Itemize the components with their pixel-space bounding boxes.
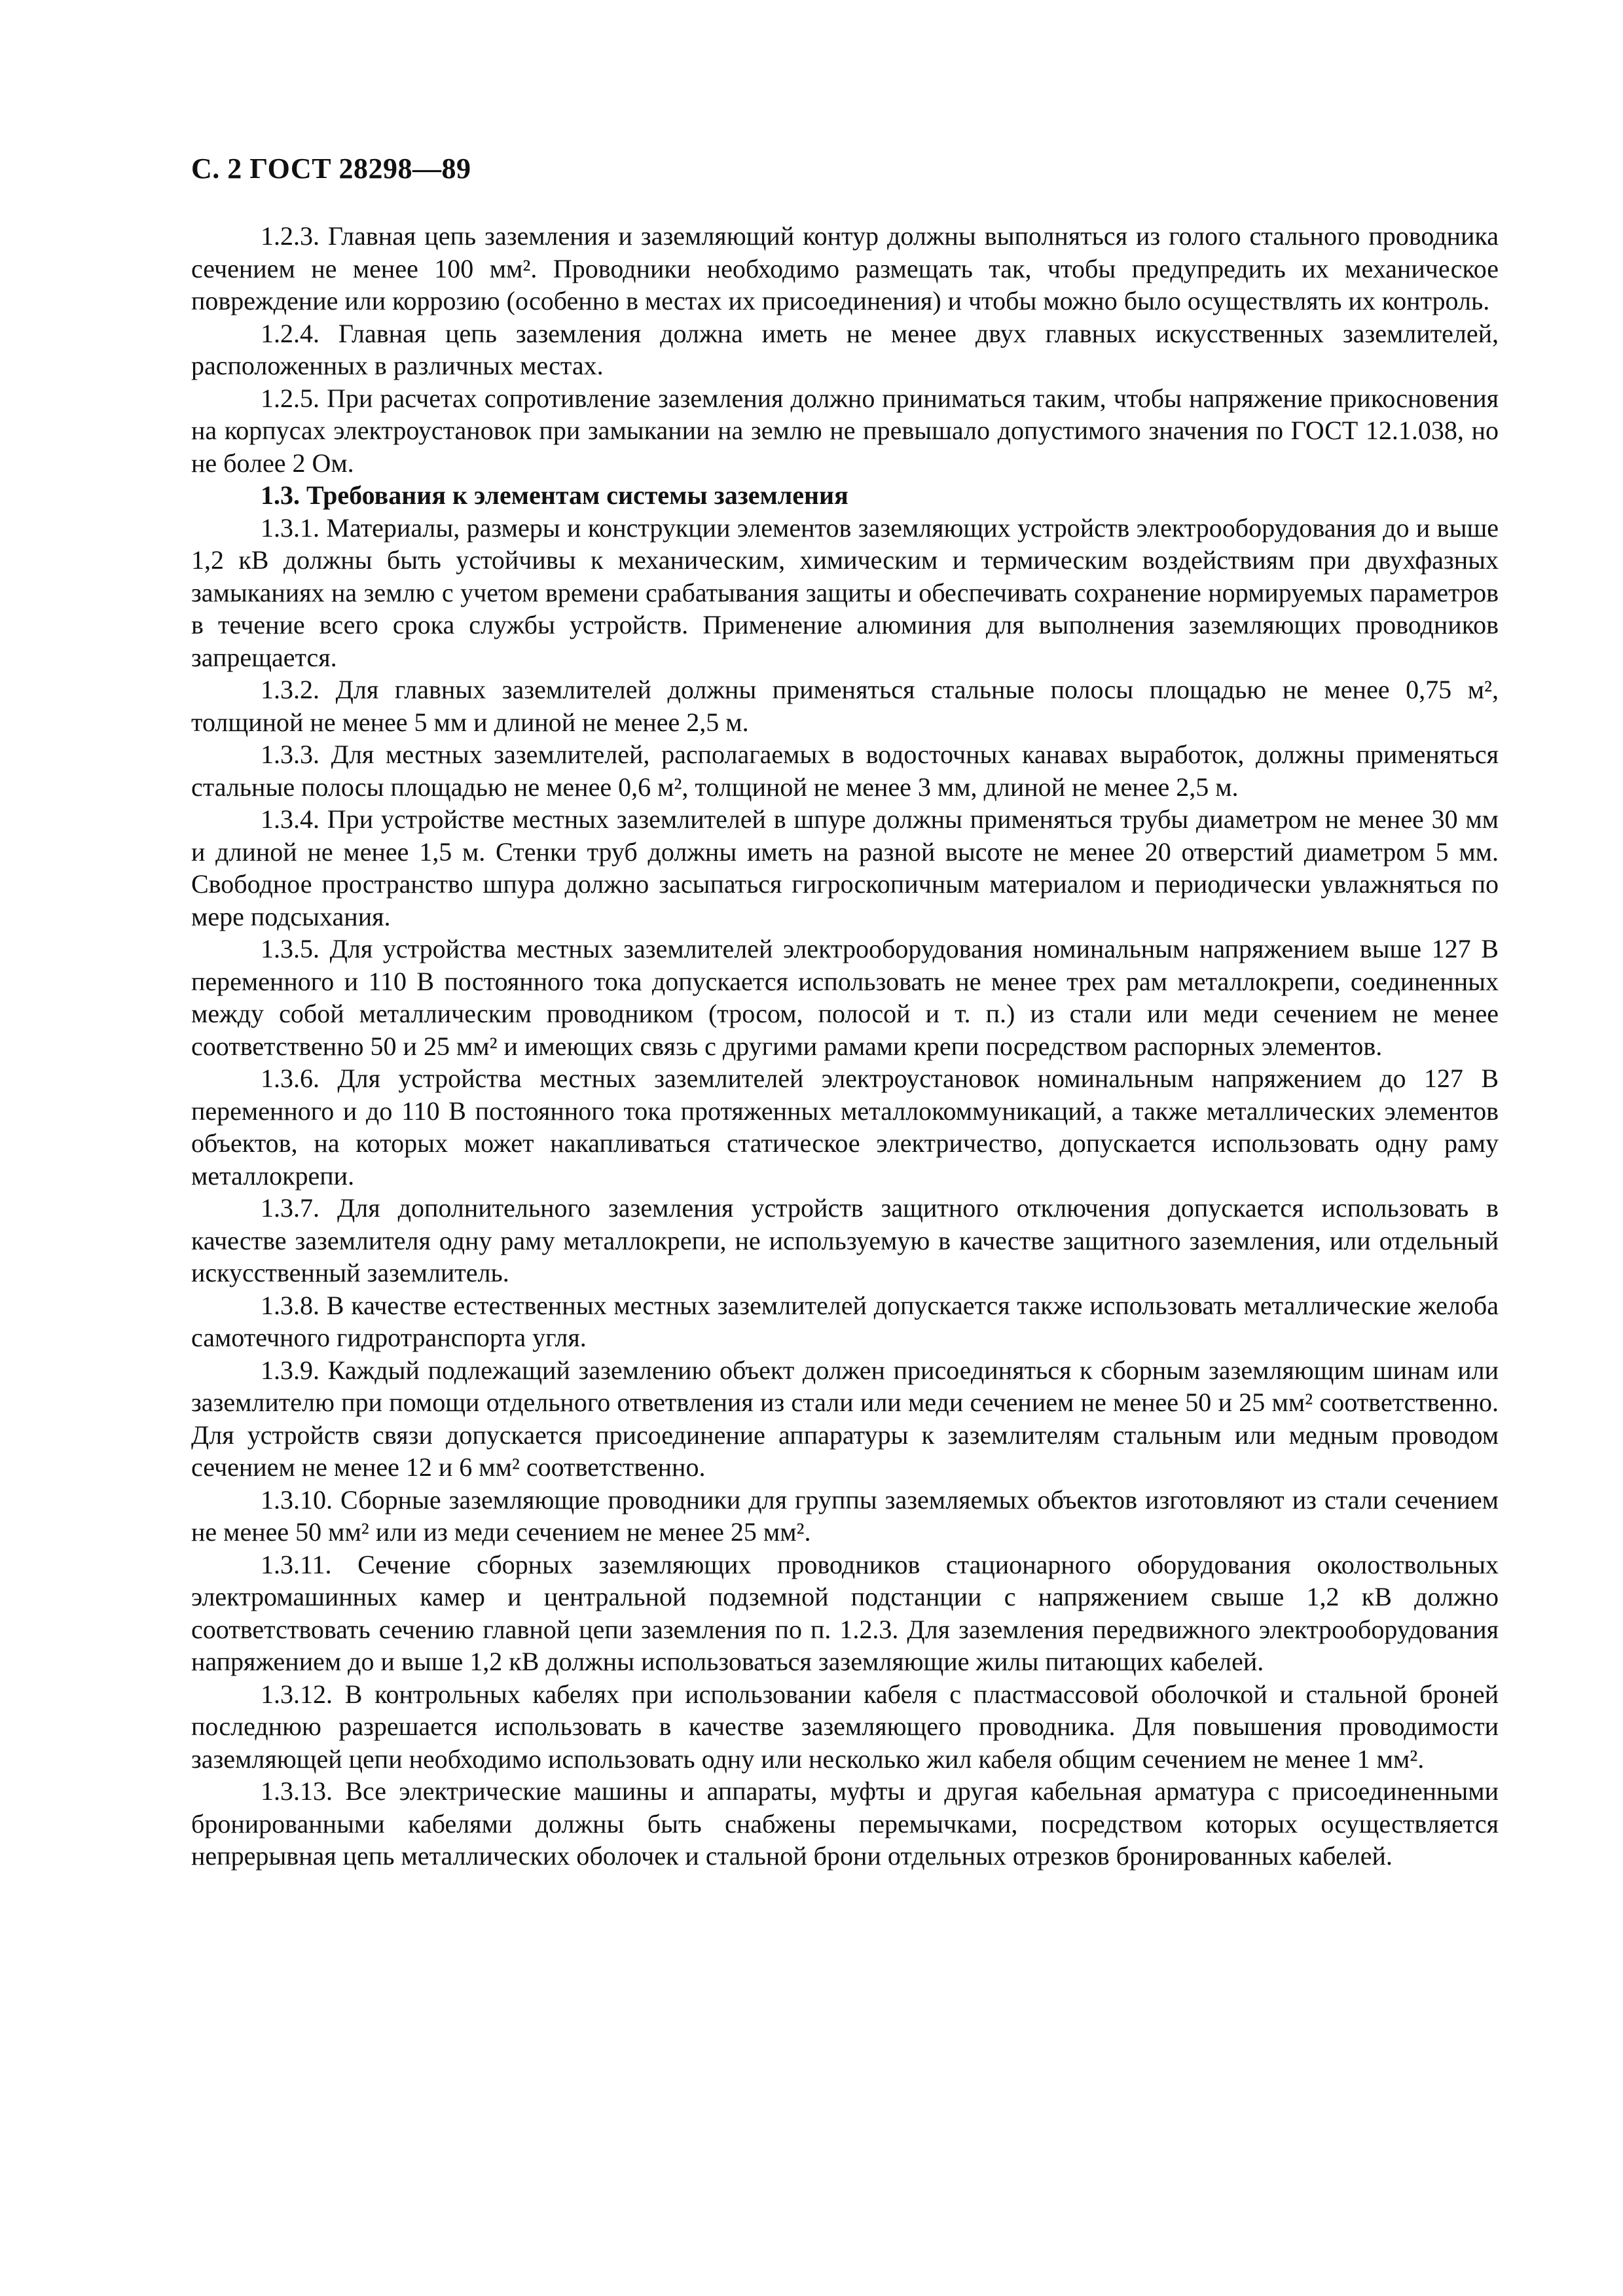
paragraph-1-3-11: 1.3.11. Сечение сборных заземляющих проводников стационарного оборудования околоствольных электромашинных камер и центральной подземной подстанции с напряжением свыше 1,2 кВ должно соответствовать сечению главной цепи заземления по п. 1.2.3. Для заземления передвижного электрооборудования напряжением до и выше 1,2 кВ должны использоваться заземляющие жилы питающих кабелей. — [191, 1549, 1499, 1676]
paragraph-1-2-5: 1.2.5. При расчетах сопротивление заземления должно приниматься таким, чтобы напряжение прикосновения на корпусах электроустановок при замыкании на землю не превышало допустимого значения по ГОСТ 12.1.038, но не более 2 Ом. — [191, 383, 1499, 478]
paragraph-1-3-12: 1.3.12. В контрольных кабелях при использовании кабеля с пластмассовой оболочкой и стальной броней последнюю разрешается использовать в качестве заземляющего проводника. Для повышения проводимости заземляющей цепи необходимо использовать одну или несколько жил кабеля общим сечением не менее 1 мм². — [191, 1679, 1499, 1774]
paragraph-1-2-4: 1.2.4. Главная цепь заземления должна иметь не менее двух главных искусственных заземлителей, расположенных в различных местах. — [191, 318, 1499, 380]
paragraph-1-3-7: 1.3.7. Для дополнительного заземления устройств защитного отключения допускается использовать в качестве заземлителя одну раму металлокрепи, не используемую в качестве защитного заземления, или отдельный искусственный заземлитель. — [191, 1193, 1499, 1287]
paragraph-1-3-8: 1.3.8. В качестве естественных местных заземлителей допускается также использовать металлические желоба самотечного гидротранспорта угля. — [191, 1290, 1499, 1352]
paragraph-1-3-2: 1.3.2. Для главных заземлителей должны применяться стальные полосы площадью не менее 0,75 м², толщиной не менее 5 мм и длиной не менее 2,5 м. — [191, 675, 1499, 737]
paragraph-1-3-3: 1.3.3. Для местных заземлителей, располагаемых в водосточных канавах выработок, должны применяться стальные полосы площадью не менее 0,6 м², толщиной не менее 3 мм, длиной не менее 2,5 м. — [191, 740, 1499, 802]
paragraph-1-3-13: 1.3.13. Все электрические машины и аппараты, муфты и другая кабельная арматура с присоединенными бронированными кабелями должны быть снабжены перемычками, посредством которых осуществляется непрерывная цепь металлических оболочек и стальной брони отдельных отрезков бронированных кабелей. — [191, 1776, 1499, 1871]
paragraph-1-3-10: 1.3.10. Сборные заземляющие проводники для группы заземляемых объектов изготовляют из стали сечением не менее 50 мм² или из меди сечением не менее 25 мм². — [191, 1484, 1499, 1547]
page-header: С. 2 ГОСТ 28298—89 — [191, 152, 471, 185]
section-heading-1-3: 1.3. Требования к элементам системы заземления — [261, 480, 848, 510]
paragraph-1-3-1: 1.3.1. Материалы, размеры и конструкции элементов заземляющих устройств электрооборудования до и выше 1,2 кВ должны быть устойчивы к механическим, химическим и термическим воздействиям при двухфазных замыканиях на землю с учетом времени срабатывания защиты и обеспечивать сохранение нормируемых параметров в течение всего срока службы устройств. Применение алюминия для выполнения заземляющих проводников запрещается. — [191, 512, 1499, 672]
document-body — [191, 220, 1499, 1873]
paragraph-1-3-5: 1.3.5. Для устройства местных заземлителей электрооборудования номинальным напряжением выше 127 В переменного и 110 В постоянного тока допускается использовать не менее трех рам металлокрепи, соединенных между собой металлическим проводником (тросом, полосой и т. п.) из стали или меди сечением не менее соответственно 50 и 25 мм² и имеющих связь с другими рамами крепи посредством распорных элементов. — [191, 934, 1499, 1061]
paragraph-1-3-6: 1.3.6. Для устройства местных заземлителей электроустановок номинальным напряжением до 127 В переменного и до 110 В постоянного тока протяженных металлокоммуникаций, а также металлических элементов объектов, на которых может накапливаться статическое электричество, допускается использовать одну раму металлокрепи. — [191, 1064, 1499, 1191]
paragraph-1-3-4: 1.3.4. При устройстве местных заземлителей в шпуре должны применяться трубы диаметром не менее 30 мм и длиной не менее 1,5 м. Стенки труб должны иметь на разной высоте не менее 20 отверстий диаметром 5 мм. Свободное пространство шпура должно засыпаться гигроскопичным материалом и периодически увлажняться по мере подсыхания. — [191, 804, 1499, 931]
document-page — [191, 152, 1499, 1873]
paragraph-1-3-9: 1.3.9. Каждый подлежащий заземлению объект должен присоединяться к сборным заземляющим шинам или заземлителю при помощи отдельного ответвления из стали или меди сечением не менее 50 и 25 мм² соответственно. Для устройств связи допускается присоединение аппаратуры к заземлителям стальным или медным проводом сечением не менее 12 и 6 мм² соответственно. — [191, 1355, 1499, 1482]
paragraph-1-2-3: 1.2.3. Главная цепь заземления и заземляющий контур должны выполняться из голого стального проводника сечением не менее 100 мм². Проводники необходимо размещать так, чтобы предупредить их механическое повреждение или коррозию (особенно в местах их присоединения) и чтобы можно было осуществлять их контроль. — [191, 221, 1499, 315]
